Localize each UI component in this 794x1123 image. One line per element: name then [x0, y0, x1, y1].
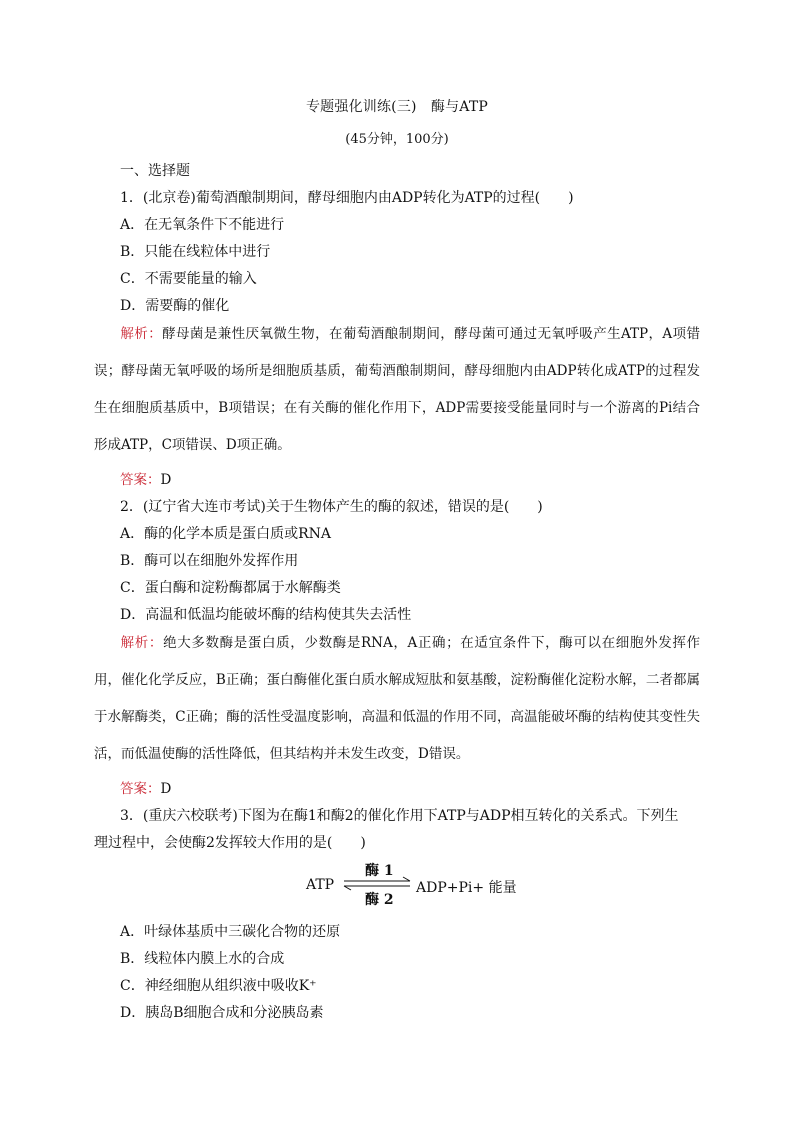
enzyme-2-label: 酶 2 — [365, 892, 394, 908]
question-3-stem-line-2: 理过程中，会使酶2发挥较大作用的是( ) — [94, 835, 366, 851]
question-1-option-a: A．在无氧条件下不能进行 — [120, 217, 285, 233]
answer-label: 答案： — [120, 781, 161, 797]
answer-value: D — [160, 472, 172, 488]
question-1-stem: 1．(北京卷)葡萄酒酿制期间，酵母细胞内由ADP转化为ATP的过程( ) — [120, 190, 574, 206]
question-2-analysis — [94, 625, 700, 773]
question-3-stem-line-1: 3．(重庆六校联考)下图为在酶1和酶2的催化作用下ATP与ADP相互转化的关系式。下列生 — [120, 808, 679, 824]
question-3-option-d: D．胰岛B细胞合成和分泌胰岛素 — [120, 1005, 324, 1021]
page-title: 专题强化训练(三) 酶与ATP — [305, 99, 489, 115]
question-3-option-b: B．线粒体内膜上水的合成 — [120, 951, 285, 967]
question-2-answer — [120, 777, 171, 797]
equation-left: ATP — [306, 877, 335, 893]
question-2-option-c: C．蛋白酶和淀粉酶都属于水解酶类 — [120, 580, 341, 596]
question-1-option-b: B．只能在线粒体中进行 — [120, 244, 271, 260]
question-1-answer — [120, 468, 171, 488]
question-2-option-b: B．酶可以在细胞外发挥作用 — [120, 553, 299, 569]
answer-value: D — [160, 781, 172, 797]
question-2-option-a: A．酶的化学本质是蛋白质或RNA — [120, 526, 332, 542]
reversible-arrow-icon — [342, 876, 412, 892]
question-1-analysis — [94, 316, 700, 464]
analysis-label: 解析： — [120, 635, 164, 651]
question-1-option-c: C．不需要能量的输入 — [120, 271, 257, 287]
question-3-option-c: C．神经细胞从组织液中吸收K⁺ — [120, 978, 317, 994]
answer-label: 答案： — [120, 472, 161, 488]
analysis-text: 酵母菌是兼性厌氧微生物，在葡萄酒酿制期间，酵母菌可通过无氧呼吸产生ATP，A项错误；酵母菌无氧呼吸的场所是细胞质基质，葡萄酒酿制期间，酵母细胞内由ADP转化成ATP的过程发生在细胞质基质中，B项错误；在有关酶的催化作用下，ADP需要接受能量同时与一个游离的Pi结合形成ATP，C项错误、D项正确。 — [94, 326, 700, 453]
question-2-option-d: D．高温和低温均能破坏酶的结构使其失去活性 — [120, 607, 412, 623]
section-heading: 一、选择题 — [120, 163, 190, 179]
analysis-label: 解析： — [120, 326, 163, 342]
page-subtitle: (45分钟，100分) — [345, 132, 449, 147]
enzyme-1-label: 酶 1 — [365, 863, 394, 879]
question-1-option-d: D．需要酶的催化 — [120, 298, 230, 314]
analysis-text: 绝大多数酶是蛋白质，少数酶是RNA，A正确；在适宜条件下，酶可以在细胞外发挥作用，催化化学反应，B正确；蛋白酶催化蛋白质水解成短肽和氨基酸，淀粉酶催化淀粉水解，二者都属于水解酶类，C正确；酶的活性受温度影响，高温和低温的作用不同，高温能破坏酶的结构使其变性失活，而低温使酶的活性降低，但其结构并未发生改变，D错误。 — [94, 635, 701, 762]
equation-right: ADP+Pi+ 能量 — [416, 880, 517, 896]
question-2-stem: 2．(辽宁省大连市考试)关于生物体产生的酶的叙述，错误的是( ) — [120, 499, 543, 515]
question-3-option-a: A．叶绿体基质中三碳化合物的还原 — [120, 924, 341, 940]
reaction-equation — [300, 858, 530, 908]
